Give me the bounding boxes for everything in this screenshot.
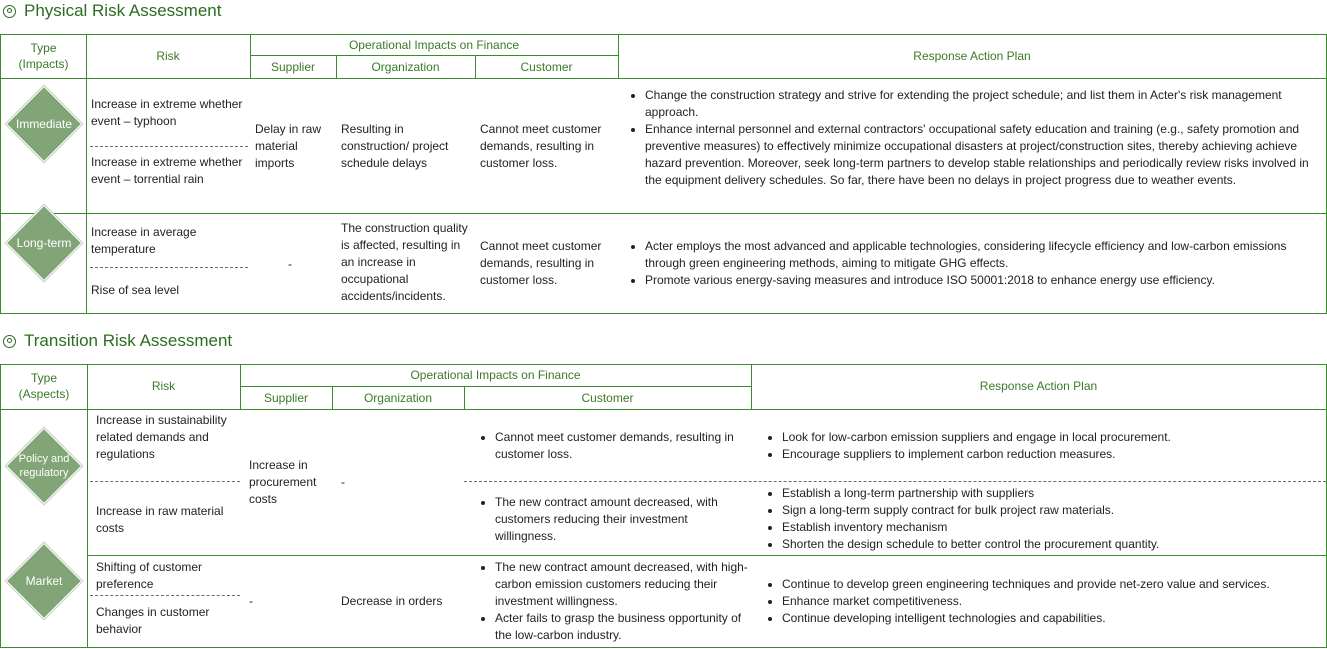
customer-impact: [477, 494, 749, 545]
risk-item: Increase in extreme whether event – typhoon: [91, 97, 243, 128]
response-plan: [764, 576, 1324, 627]
risk-item: Increase in average temperature: [91, 225, 197, 256]
physical-title-text: Physical Risk Assessment: [24, 1, 222, 20]
customer-item: • Acter fails to grasp the business opportunity of the low-carbon industry.: [495, 610, 749, 644]
type-badge-policy-regulatory: Policy and regulatory: [6, 428, 82, 504]
double-circle-icon: [3, 5, 16, 18]
col-organization: Organization: [371, 60, 440, 74]
transition-section-title: [3, 331, 232, 351]
col-response-plan: Response Action Plan: [979, 379, 1098, 393]
customer-item: • Cannot meet customer demands, resulting in customer loss.: [495, 429, 749, 463]
response-plan: [764, 429, 1324, 463]
plan-item: • Sign a long-term supply contract for bulk project raw materials.: [782, 502, 1324, 519]
organization-impact: Decrease in orders: [341, 594, 443, 608]
double-circle-icon: [3, 335, 16, 348]
type-badge-immediate: Immediate: [6, 86, 82, 162]
supplier-impact: Increase in procurement costs: [249, 458, 317, 506]
col-customer: Customer: [520, 60, 573, 74]
risk-item: Increase in sustainability related demands and regulations: [96, 413, 227, 461]
customer-impact: Cannot meet customer demands, resulting in customer loss.: [480, 122, 602, 170]
risk-item: Changes in customer behavior: [96, 605, 210, 636]
plan-item: • Continue developing intelligent technologies and capabilities.: [782, 610, 1324, 627]
customer-impact: [477, 429, 749, 463]
supplier-impact: Delay in raw material imports: [255, 122, 322, 170]
supplier-impact: -: [249, 594, 253, 608]
plan-item: • Establish inventory mechanism: [782, 519, 1324, 536]
col-ops-impacts: Operational Impacts on Finance: [410, 368, 581, 382]
plan-item: • Continue to develop green engineering techniques and provide net-zero value and services.: [782, 576, 1324, 593]
col-supplier: Supplier: [270, 60, 316, 74]
organization-impact: Resulting in construction/ project schedule delays: [341, 122, 449, 170]
physical-section-title: [3, 1, 221, 21]
type-badge-long-term: Long-term: [6, 205, 82, 281]
plan-item: • Change the construction strategy and strive for extending the project schedule; and list them in Acter's risk management approach.: [645, 87, 1324, 121]
col-risk: Risk: [156, 49, 180, 63]
risk-item: Increase in raw material costs: [96, 504, 224, 535]
col-organization: Organization: [363, 391, 433, 405]
col-type-sub: (Aspects): [18, 387, 70, 401]
plan-item: • Establish a long-term partnership with suppliers: [782, 485, 1324, 502]
customer-item: • The new contract amount decreased, with customers reducing their investment willingness.: [495, 494, 749, 545]
col-ops-impacts: Operational Impacts on Finance: [348, 38, 520, 52]
plan-item: • Enhance market competitiveness.: [782, 593, 1324, 610]
risk-item: Rise of sea level: [91, 283, 180, 297]
response-plan: [627, 87, 1324, 189]
col-type: Type: [30, 41, 57, 55]
type-badge-market: Market: [6, 543, 82, 619]
organization-impact: The construction quality is affected, resulting in an increase in occupational accidents/incidents.: [341, 221, 468, 303]
col-type: Type: [30, 371, 57, 385]
plan-item: • Enhance internal personnel and external contractors' occupational safety education and training (e.g., safety promotion and preventive measures) to effectively minimize occupational disasters at project/construction sites, thereby achieving achieve hazard prevention. Moreover, seek long-term partners to develop stable relationships and periodically review risks involved in the equipment delivery schedules. So far, there have been no delays in project progress due to weather events.: [645, 121, 1324, 189]
plan-item: • Encourage suppliers to implement carbon reduction measures.: [782, 446, 1324, 463]
customer-item: • The new contract amount decreased, with high-carbon emission customers reducing their investment willingness.: [495, 559, 749, 610]
customer-impact: [477, 559, 749, 644]
risk-item: Shifting of customer preference: [96, 560, 203, 591]
plan-item: • Shorten the design schedule to better control the procurement quantity.: [782, 536, 1324, 553]
plan-item: • Acter employs the most advanced and applicable technologies, considering lifecycle efficiency and low-carbon emissions through green engineering methods, aiming to mitigate GHG effects.: [645, 238, 1324, 272]
plan-item: • Promote various energy-saving measures and introduce ISO 50001:2018 to enhance energy use efficiency.: [645, 272, 1324, 289]
col-response-plan: Response Action Plan: [913, 49, 1031, 63]
plan-item: • Look for low-carbon emission suppliers and engage in local procurement.: [782, 429, 1324, 446]
col-type-sub: (Impacts): [18, 57, 69, 71]
risk-item: Increase in extreme whether event – torrential rain: [91, 155, 243, 186]
transition-risk-table: [0, 364, 1327, 648]
response-plan: [764, 485, 1324, 553]
supplier-impact: -: [288, 257, 292, 271]
col-supplier: Supplier: [263, 391, 309, 405]
transition-title-text: Transition Risk Assessment: [24, 331, 233, 350]
customer-impact: Cannot meet customer demands, resulting in customer loss.: [480, 239, 602, 287]
response-plan: [627, 238, 1324, 289]
col-customer: Customer: [581, 391, 634, 405]
physical-risk-table: [0, 34, 1327, 314]
col-risk: Risk: [151, 379, 176, 393]
organization-impact: -: [341, 475, 345, 489]
